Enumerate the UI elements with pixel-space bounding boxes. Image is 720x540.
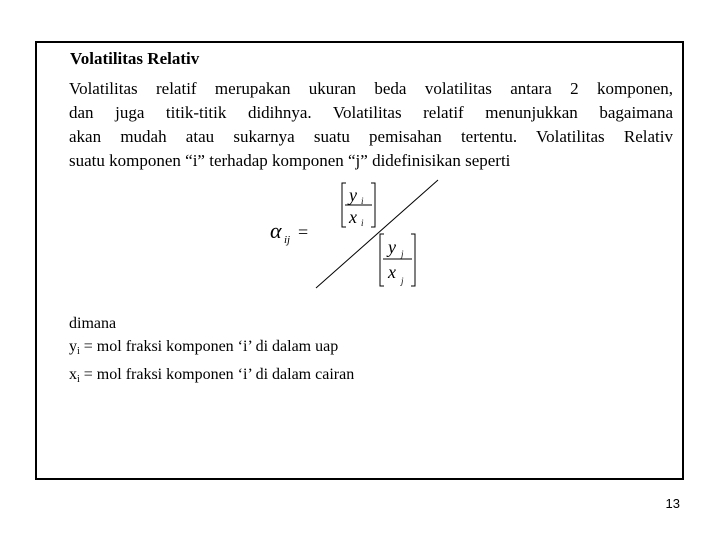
page-number: 13 [665, 496, 680, 511]
paragraph-line: dan juga titik-titik didihnya. Volatilitas relatif menunjukkan bagaimana [69, 103, 673, 122]
paragraph-line: suatu komponen “i” terhadap komponen “j” didefinisikan seperti [69, 151, 511, 170]
denominator-top-symbol: y [388, 237, 396, 257]
alpha-symbol: α [270, 218, 282, 243]
definition-x-subscript: i [77, 374, 80, 385]
alpha-subscript: ij [284, 234, 291, 246]
fraction-slash [316, 180, 438, 288]
numerator-bottom-subscript: i [361, 218, 364, 228]
relative-volatility-formula [260, 174, 450, 294]
definition-y [69, 335, 354, 363]
numerator-top-symbol: y [349, 185, 357, 205]
denominator-bracket [380, 234, 415, 286]
definition-x [69, 363, 354, 391]
paragraph-line: akan mudah atau sukarnya suatu pemisahan tertentu. Volatilitas Relativ [69, 127, 673, 146]
numerator-bracket [342, 183, 375, 227]
equals-sign: = [298, 222, 309, 242]
definitions-intro: dimana [69, 315, 117, 332]
definition-y-subscript: i [77, 346, 80, 357]
numerator-bottom-symbol: x [349, 207, 357, 227]
slide-title: Volatilitas Relativ [70, 49, 200, 68]
definition-y-text: = mol fraksi komponen ‘i’ di dalam uap [79, 338, 339, 355]
definitions-block [69, 312, 354, 391]
definition-y-symbol: y [69, 338, 77, 355]
definition-x-symbol: x [69, 366, 77, 383]
denominator-bottom-symbol: x [388, 262, 396, 282]
paragraph-line: Volatilitas relatif merupakan ukuran beda volatilitas antara 2 komponen, [69, 79, 673, 98]
definition-x-text: = mol fraksi komponen ‘i’ di dalam cairan [79, 366, 355, 383]
numerator-top-subscript: i [361, 196, 364, 206]
denominator-bottom-subscript: j [401, 276, 404, 286]
intro-paragraph [69, 77, 673, 173]
denominator-top-subscript: j [401, 249, 404, 259]
